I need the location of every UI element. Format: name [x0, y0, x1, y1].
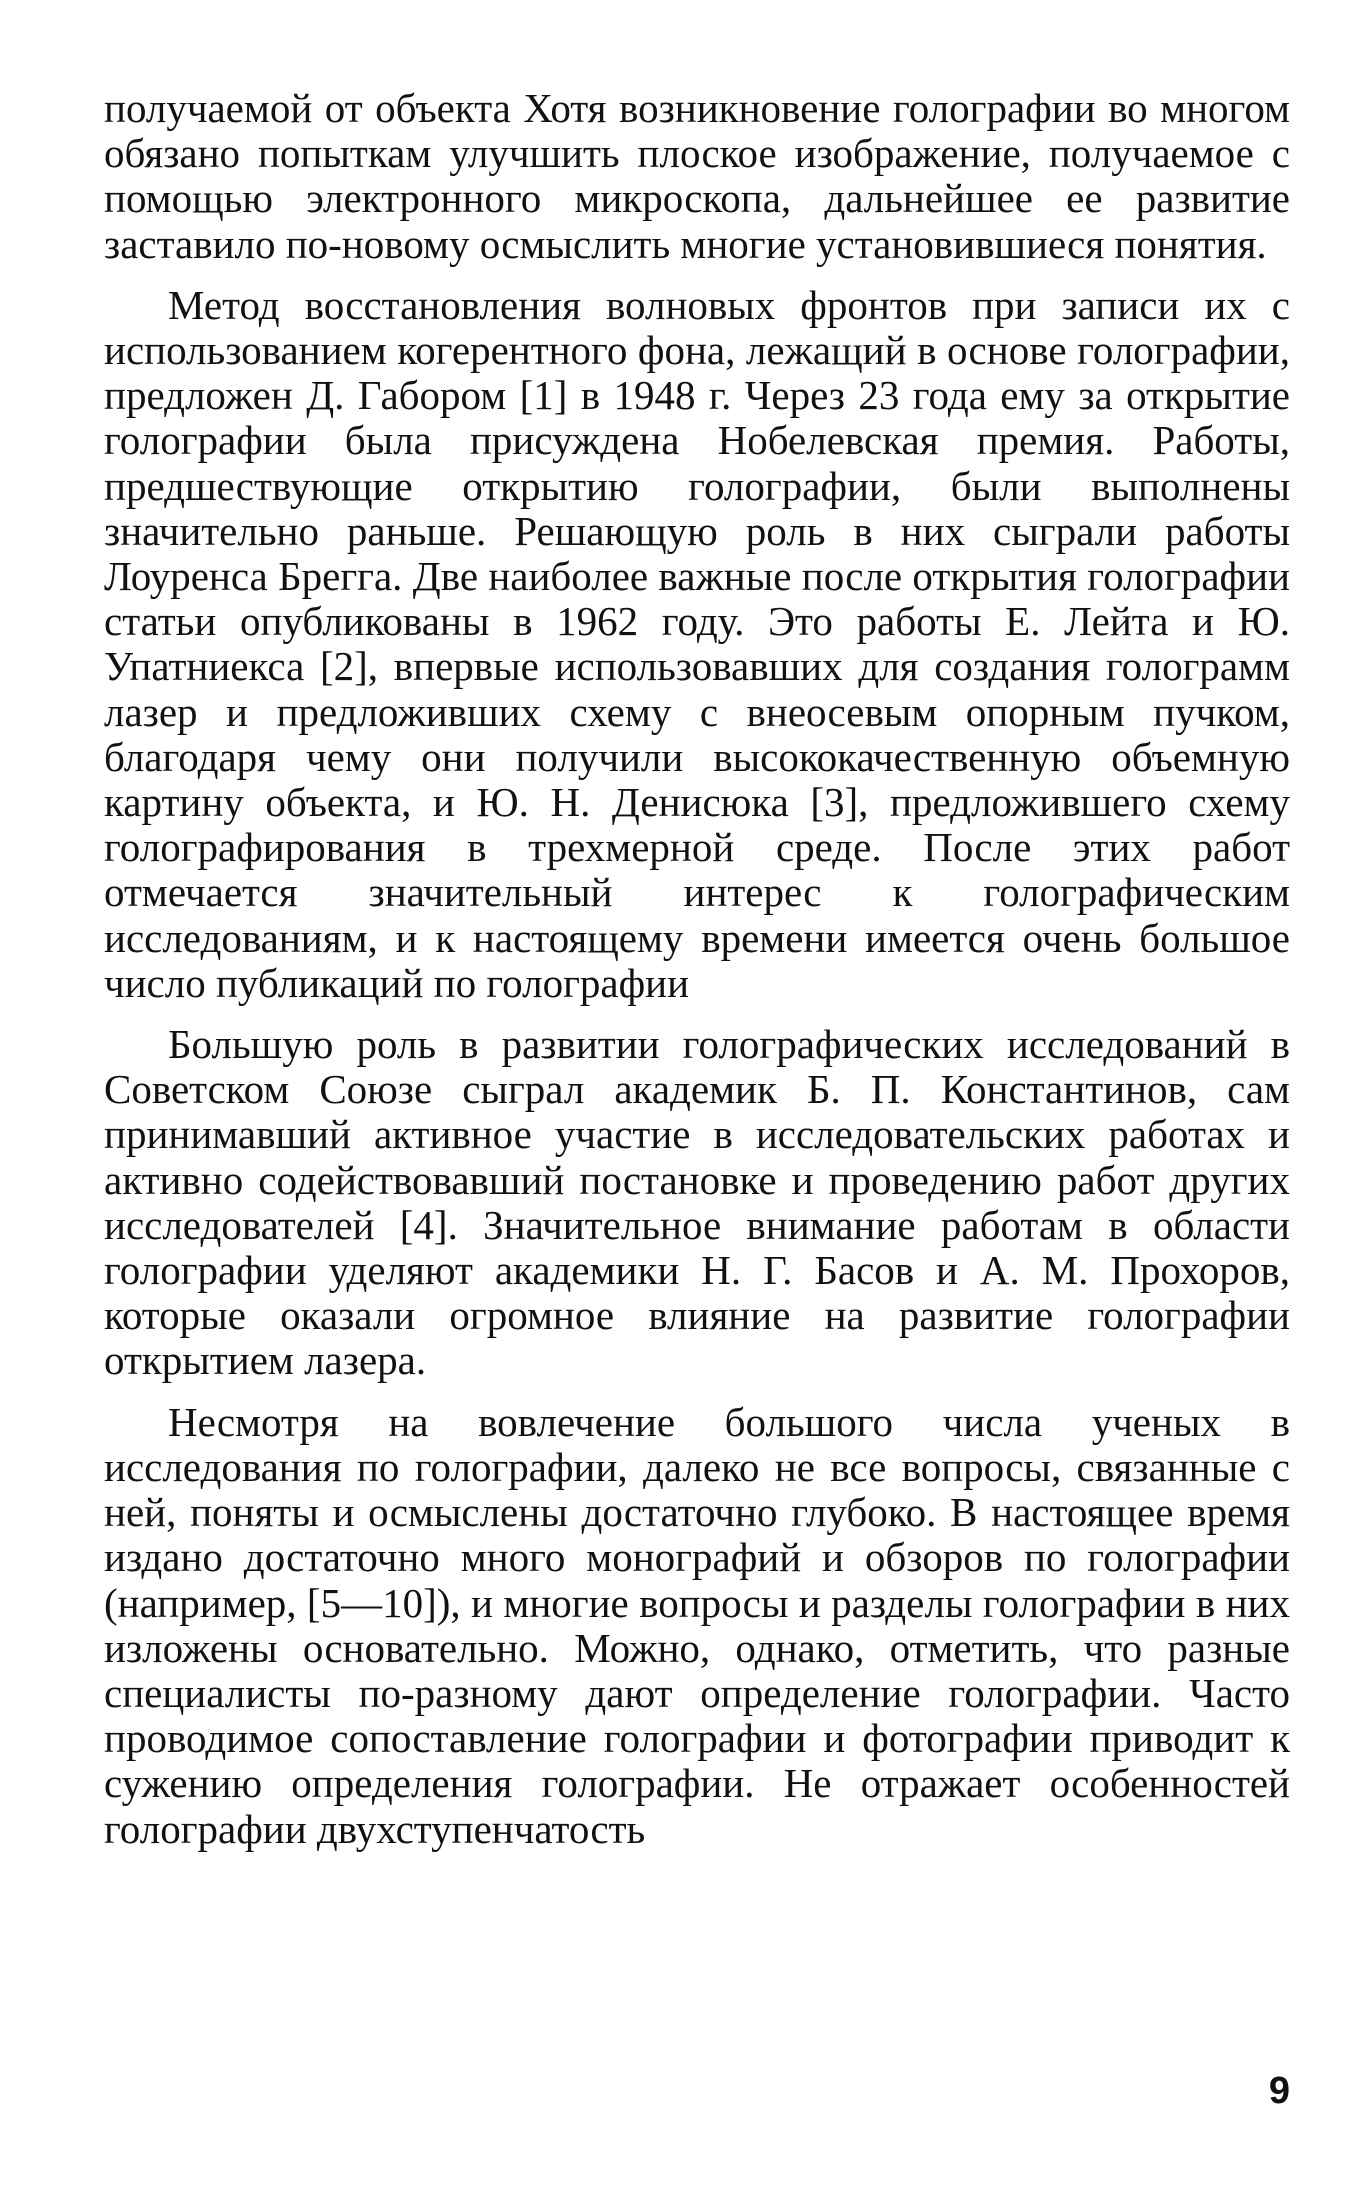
paragraph-soviet-research: Большую роль в развитии голографических исследований в Советском Союзе сыграл академик Б. П. Константинов, сам принимавший активное участие в исследовательских работах и активно содействовавший постановке и проведению работ других исследователей [4]. Значительное внимание работам в области голографии уделяют академики Н. Г. Басов и А. М. Прохоров, которые оказали огромное влияние на развитие голографии открытием лазера. [104, 1021, 1290, 1384]
paragraph-continuation: получаемой от объекта Хотя возникновение голографии во многом обязано попыткам улучшить плоское изображение, получаемое с помощью электронного микроскопа, дальнейшее ее развитие заставило по-новому осмыслить многие установившиеся понятия. [104, 85, 1290, 267]
page-number: 9 [1268, 2070, 1290, 2112]
paragraph-definitions: Несмотря на вовлечение большого числа ученых в исследования по голографии, далеко не все вопросы, связанные с ней, поняты и осмыслены достаточно глубоко. В настоящее время издано достаточно много монографий и обзоров по голографии (например, [5—10]), и многие вопросы и разделы голографии в них изложены основательно. Можно, однако, отметить, что разные специалисты по-разному дают определение голографии. Часто проводимое сопоставление голографии и фотографии приводит к сужению определения голографии. Не отражает особенностей голографии двухступенчатость [104, 1398, 1290, 1852]
page-body [104, 86, 1290, 1868]
paragraph-gabor-history: Метод восстановления волновых фронтов при записи их с использованием когерентного фона, лежащий в основе голографии, предложен Д. Габором [1] в 1948 г. Через 23 года ему за открытие голографии была присуждена Нобелевская премия. Работы, предшествующие открытию голографии, были выполнены значительно раньше. Решающую роль в них сыграли работы Лоуренса Брегга. Две наиболее важные после открытия голографии статьи опубликованы в 1962 году. Это работы Е. Лейта и Ю. Упатниекса [2], впервые использовавших для создания голограмм лазер и предложивших схему с внеосевым опорным пучком, благодаря чему они получили высококачественную объемную картину объекта, и Ю. Н. Денисюка [3], предложившего схему голографирования в трехмерной среде. После этих работ отмечается значительный интерес к голографическим исследованиям, и к настоящему времени имеется очень большое число публикаций по голографии [104, 281, 1290, 1006]
